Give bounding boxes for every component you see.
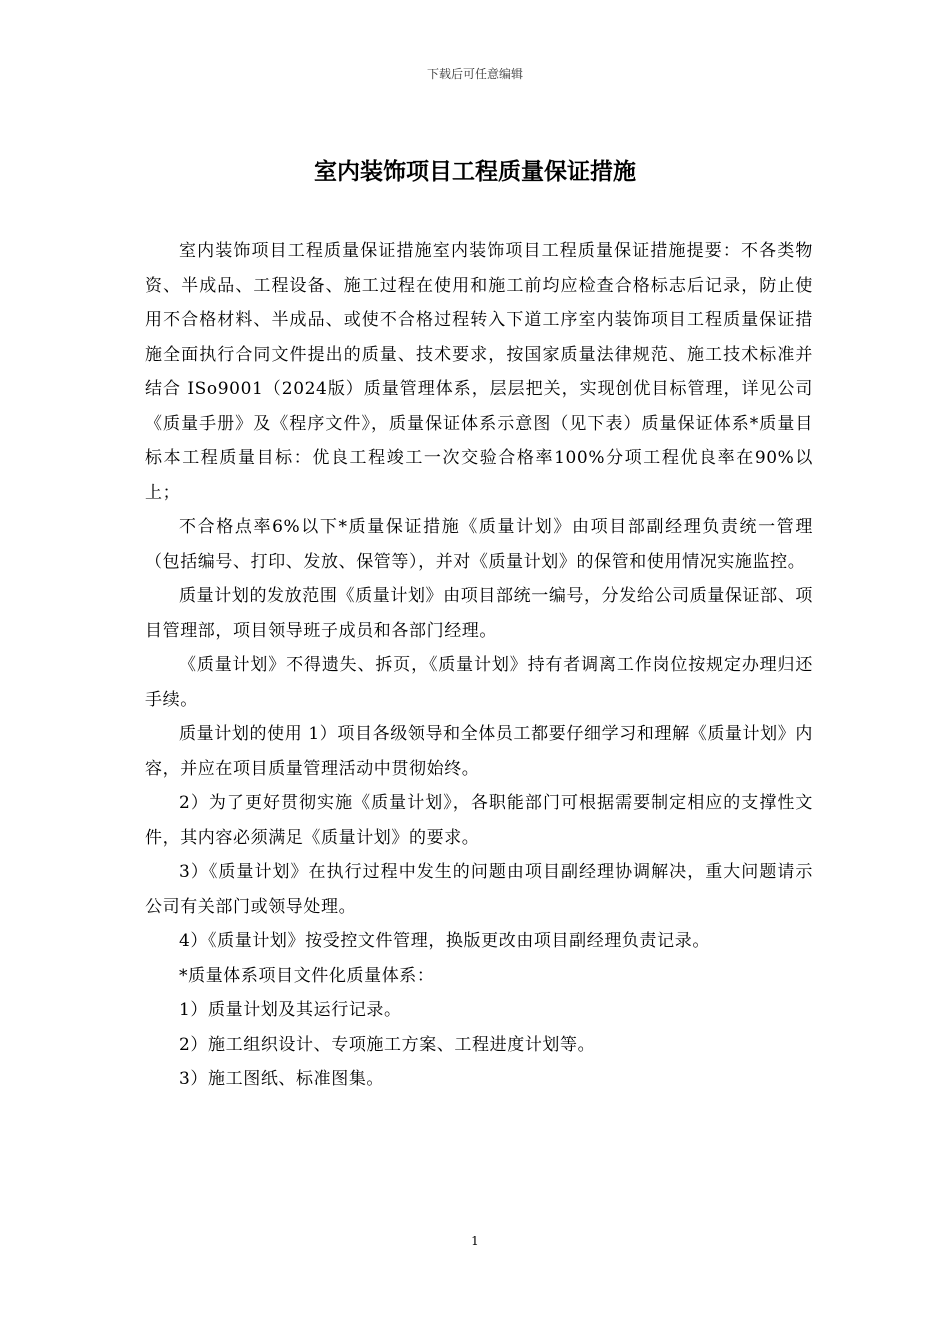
paragraph-4: 《质量计划》不得遗失、拆页，《质量计划》持有者调离工作岗位按规定办理归还手续。 xyxy=(145,655,813,710)
document-title: 室内装饰项目工程质量保证措施 xyxy=(314,159,636,185)
paragraph-1: 室内装饰项目工程质量保证措施室内装饰项目工程质量保证措施提要：不各类物资、半成品、工程设备、施工过程在使用和施工前均应检查合格标志后记录，防止使用不合格材料、半成品、或使不合格过程转入下道工序室内装饰项目工程质量保证措施全面执行合同文件提出的质量、技术要求，按国家质量法律规范、施工技术标准并结合 ISo9001（2024版）质量管理体系，层层把关，实现创优目标管理，详见公司《质量手册》及《程序文件》，质量保证体系示意图（见下表）质量保证体系*质量目标本工程质量目标：优良工程竣工一次交验合格率100%分项工程优良率在90%以上； xyxy=(145,241,813,503)
header-note: 下载后可任意编辑 xyxy=(426,67,523,81)
paragraph-12: 3）施工图纸、标准图集。 xyxy=(179,1069,385,1089)
paragraph-5: 质量计划的使用 1）项目各级领导和全体员工都要仔细学习和理解《质量计划》内容，并应在项目质量管理活动中贯彻始终。 xyxy=(145,724,813,779)
paragraph-2: 不合格点率6%以下*质量保证措施《质量计划》由项目部副经理负责统一管理（包括编号、打印、发放、保管等），并对《质量计划》的保管和使用情况实施监控。 xyxy=(145,517,813,572)
paragraph-7: 3）《质量计划》在执行过程中发生的问题由项目副经理协调解决，重大问题请示公司有关部门或领导处理。 xyxy=(145,862,813,917)
paragraph-6: 2）为了更好贯彻实施《质量计划》，各职能部门可根据需要制定相应的支撑性文件，其内容必须满足《质量计划》的要求。 xyxy=(145,793,813,848)
paragraph-11: 2）施工组织设计、专项施工方案、工程进度计划等。 xyxy=(179,1034,596,1055)
paragraph-3: 质量计划的发放范围《质量计划》由项目部统一编号，分发给公司质量保证部、项目管理部，项目领导班子成员和各部门经理。 xyxy=(145,586,813,641)
paragraph-8: 4）《质量计划》按受控文件管理，换版更改由项目副经理负责记录。 xyxy=(179,931,710,951)
document-body xyxy=(145,234,813,1097)
paragraph-10: 1）质量计划及其运行记录。 xyxy=(179,1000,402,1020)
page-number: 1 xyxy=(471,1234,479,1248)
paragraph-9: *质量体系项目文件化质量体系： xyxy=(179,965,435,986)
